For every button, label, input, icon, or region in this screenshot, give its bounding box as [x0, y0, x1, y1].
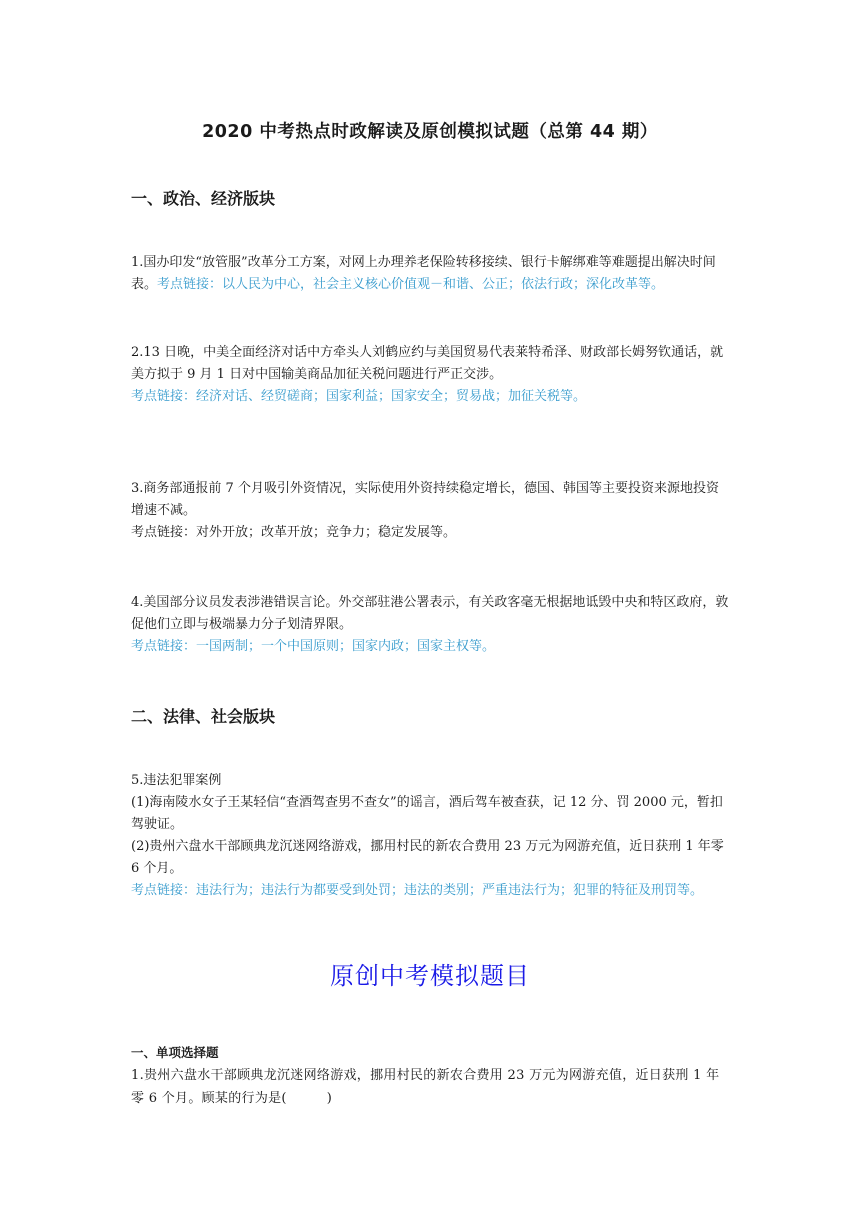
- news-item-text: 2.13 日晚，中美全面经济对话中方牵头人刘鹤应约与美国贸易代表莱特希泽、财政部长姆努钦通话，就美方拟于 9 月 1 日对中国输美商品加征关税问题进行严正交涉。: [131, 345, 724, 382]
- news-item-1-link: 表。考点链接：以人民为中心，社会主义核心价值观－和谐、公正；依法行政；深化改革等。: [131, 277, 665, 292]
- news-item-4: [131, 592, 731, 658]
- news-item-text: 3.商务部通报前 7 个月吸引外资情况，实际使用外资持续稳定增长，德国、韩国等主要投资来源地投资增速不减。: [131, 481, 719, 518]
- news-item-2: [131, 342, 731, 408]
- news-item-title: 5.违法犯罪案例: [131, 773, 222, 788]
- section-law-society-heading: 二、法律、社会版块: [131, 707, 276, 726]
- document-title: 2020 中考热点时政解读及原创模拟试题（总第 44 期）: [202, 122, 658, 142]
- news-item-link: 考点链接：违法行为；违法行为都要受到处罚；违法的类别；严重违法行为；犯罪的特征及刑罚等。: [131, 883, 704, 898]
- original-questions-title: 原创中考模拟题目: [330, 962, 530, 990]
- question-text: 1.贵州六盘水干部顾典龙沉迷网络游戏，挪用村民的新农合费用 23 万元为网游充值，近日获刑 1 年零 6 个月。顾某的行为是( ): [131, 1068, 720, 1106]
- news-item-link: 考点链接：一国两制；一个中国原则；国家内政；国家主权等。: [131, 639, 496, 654]
- single-choice-heading: 一、单项选择题: [131, 1045, 219, 1060]
- news-item-3: [131, 478, 731, 544]
- case-2: (2)贵州六盘水干部顾典龙沉迷网络游戏，挪用村民的新农合费用 23 万元为网游充值，近日获刑 1 年零 6 个月。: [131, 839, 724, 876]
- news-item-5: [131, 770, 731, 902]
- news-item-link: 考点链接：对外开放；改革开放；竞争力；稳定发展等。: [131, 525, 457, 540]
- news-item-link: 考点链接：经济对话、经贸磋商；国家利益；国家安全；贸易战；加征关税等。: [131, 389, 587, 404]
- news-item-text: 4.美国部分议员发表涉港错误言论。外交部驻港公署表示，有关政客毫无根据地诋毁中央和特区政府，敦促他们立即与极端暴力分子划清界限。: [131, 595, 729, 632]
- section-politics-economy-heading: 一、政治、经济版块: [131, 189, 276, 208]
- news-item-text: 1.国办印发“放管服”改革分工方案，对网上办理养老保险转移接续、银行卡解绑难等难题提出解决时间: [131, 255, 716, 270]
- question-1: [131, 1064, 731, 1110]
- case-1: (1)海南陵水女子王某轻信“查酒驾查男不查女”的谣言，酒后驾车被查获，记 12 分、罚 2000 元，暂扣驾驶证。: [131, 795, 723, 832]
